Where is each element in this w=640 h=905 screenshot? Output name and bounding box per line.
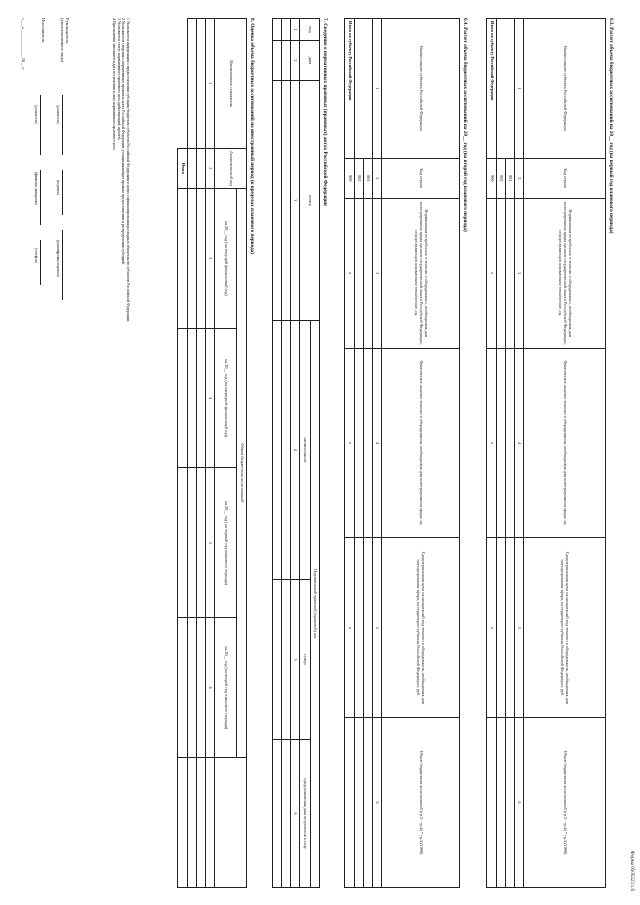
col-number: 5 — [373, 538, 382, 718]
col-number: 3 — [291, 80, 300, 320]
col-header: статус — [300, 580, 311, 740]
table-7 — [272, 18, 320, 888]
signature-line — [62, 230, 68, 300]
col-number: 3 — [515, 198, 524, 348]
col-header: Код строки — [524, 158, 606, 198]
total-row-label: Итого по субъекту Российской Федерации — [345, 19, 355, 159]
col-number: 4 — [515, 348, 524, 538]
col-header: на 20__ год (на первый год планового периода) — [215, 468, 237, 618]
col-number: 1 — [373, 19, 382, 159]
col-number: 4 — [373, 348, 382, 538]
col-header: Аналитический код — [215, 148, 247, 188]
cross-mark: x — [345, 538, 355, 718]
col-header: дата — [300, 40, 320, 80]
footnote: 3 Указывается статус нормативного правового акта (действующий, проект). — [116, 18, 121, 141]
col-header: вид — [300, 19, 320, 41]
col-number: 5 — [291, 580, 300, 740]
section-7-title: 7. Сведения о нормативных правовых (правовых) актах Российской Федерации — [322, 18, 328, 206]
col-number: 1 — [206, 19, 215, 149]
col-number: 6 — [291, 740, 300, 888]
col-header: Нормативный правовой (правовой) акт — [311, 320, 320, 887]
col-number: 2 — [291, 40, 300, 80]
cross-mark: x — [487, 538, 497, 718]
section-6-3-title: 6.3. Расчет объема бюджетных ассигнований на 20__ год (на первый год планового периода) — [608, 18, 614, 234]
col-number: 3 — [373, 198, 382, 348]
table-8 — [177, 18, 247, 888]
col-header: Объем бюджетных ассигнований (гр.3 - гр.4) * гр.5)/1000) — [382, 718, 460, 888]
signature-line — [40, 95, 46, 155]
col-header: Среднерыночная цена на конкретный вид техники и оборудования, необходимых для интегрирования эфира, на территории субъекта Российской Федерации, руб. — [382, 538, 460, 718]
col-header: Среднерыночная цена на конкретный вид техники и оборудования, необходимых для интегрирования эфира, на территории субъекта Российской Федерации, руб. — [524, 538, 606, 718]
col-header: Нормативная потребность в технике и оборудовании, необходимых для интегрирования эфира органов государственной власти Российской Федерации, осуществляющих нормативное техническое, ед. — [382, 198, 460, 348]
cross-mark: x — [487, 348, 497, 538]
col-header: номер — [300, 80, 320, 320]
col-number: 5 — [515, 538, 524, 718]
cross-mark: x — [345, 348, 355, 538]
col-number: 2 — [206, 148, 215, 188]
cross-mark: x — [345, 198, 355, 348]
row-code: 002 — [355, 158, 364, 198]
caption: (расшифровка подписи) — [56, 240, 60, 277]
footnotes — [111, 18, 130, 878]
signature-head: Руководитель (уполномоченное лицо) — [60, 18, 70, 63]
col-header: Фактическое наличие техники и оборудования, необходимых для интегрирования эфира, ед. — [382, 348, 460, 538]
caption: (должность) — [34, 105, 38, 124]
caption: (подпись) — [56, 180, 60, 195]
col-header: Объем бюджетных ассигнований (гр.3 - гр.4) * гр.5)/1000) — [524, 718, 606, 888]
total-row-label: Итого по субъекту Российской Федерации — [487, 19, 497, 159]
col-number: 6 — [515, 718, 524, 888]
col-number: 6 — [206, 618, 215, 758]
col-number: 1 — [515, 19, 524, 159]
col-number: 2 — [373, 158, 382, 198]
table-6-4 — [344, 18, 460, 888]
section-8-title: 8. Оценка объема бюджетных ассигнований на иностранный период (в пределах планового периода) — [249, 18, 255, 255]
signature-line — [62, 170, 68, 215]
footnote: 1 Указывается информация о предоставлении субсидии бюджетам субъектов Российской Федерации в целях софинансирования расходных обязательств субъектов Российской Федерации. — [126, 18, 130, 322]
col-header: предполагаемая дата вступления в силу — [300, 740, 311, 888]
col-header: Нормативная потребность в технике и оборудовании, необходимых для интегрирования эфира органов государственной власти Российской Федерации, осуществляющих нормативное техническое, ед. — [524, 198, 606, 348]
col-number: 1 — [291, 19, 300, 41]
col-header: на 20__ год (на второй год планового периода) — [215, 618, 237, 758]
col-number: 5 — [206, 468, 215, 618]
signature-line — [62, 95, 68, 155]
col-number: 2 — [515, 158, 524, 198]
col-header: Код строки — [382, 158, 460, 198]
col-header: Наименование субъекта Российской Федерации — [524, 19, 606, 159]
col-header: Наименование показателя — [215, 19, 247, 149]
col-number: 6 — [373, 718, 382, 888]
row-code: 900 — [487, 158, 497, 198]
total-row-label: Итого — [178, 148, 188, 188]
col-header: Наименование субъекта Российской Федерации — [382, 19, 460, 159]
col-number: 3 — [206, 188, 215, 328]
col-header: на 20__ год (на очередной финансовый год) — [215, 328, 237, 468]
footnote: 2 Указываются сведения о нормативных правовых актах Российской Федерации, устанавливающих правила предоставления и распределения субсидий. — [121, 18, 126, 265]
row-code: 900 — [345, 158, 355, 198]
row-code: 001 — [364, 158, 373, 198]
caption: (должность) — [56, 105, 60, 124]
row-code: 002 — [497, 158, 506, 198]
form-code: Форма 0505223 с.6 — [629, 850, 634, 891]
signature-line — [40, 240, 46, 285]
col-number: 4 — [291, 320, 300, 580]
footnote: 4 При наличии заполняется дата вступления в силу нормативного правового акта. — [111, 18, 116, 151]
date-line: «___» ____________ 20__ г. — [21, 18, 26, 70]
table-6-3 — [486, 18, 606, 888]
caption: (телефон) — [34, 248, 38, 264]
col-header: наименование — [300, 320, 311, 580]
cross-mark: x — [487, 198, 497, 348]
col-header: на 20__ год (на текущий финансовый год) — [215, 188, 237, 328]
signature-line — [40, 170, 46, 225]
row-code: 001 — [506, 158, 515, 198]
section-6-4-title: 6.4. Расчет объема бюджетных ассигнований на 20__ год (на второй год планового периода) — [462, 18, 468, 232]
signature-executor: Исполнитель — [41, 18, 46, 43]
col-number: 4 — [206, 328, 215, 468]
col-header: Фактическое наличие техники и оборудования, необходимых для интегрирования эфира, ед. — [524, 348, 606, 538]
caption: (фамилия, инициалы) — [34, 172, 38, 206]
col-header: Объем бюджетных ассигнований — [237, 188, 247, 757]
